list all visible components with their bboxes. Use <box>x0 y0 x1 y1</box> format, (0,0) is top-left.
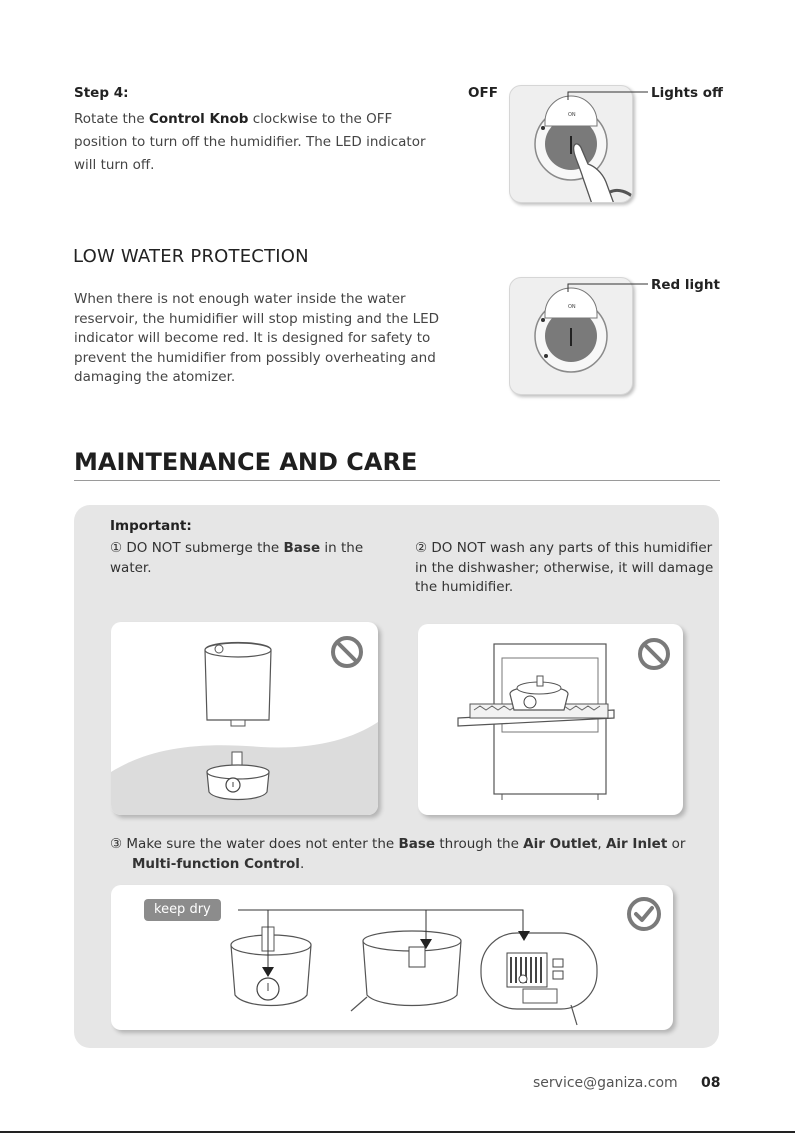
step-4-text-end: clockwise to the OFF position to turn off the humidifier. The LED indicator will turn off. <box>74 111 426 173</box>
red-light-label: Red light <box>651 277 720 293</box>
prohibit-icon <box>330 635 364 669</box>
control-knob-term: Control Knob <box>148 111 249 127</box>
lights-off-leader-line <box>560 86 652 106</box>
warning-item-1 <box>110 539 400 578</box>
base-term: Base <box>398 836 436 852</box>
warning-3-text-mid: through the <box>435 836 524 852</box>
svg-text:ON: ON <box>568 304 576 310</box>
section-divider <box>74 480 720 481</box>
low-water-protection-heading: LOW WATER PROTECTION <box>73 246 309 267</box>
do-not-submerge-illustration <box>111 622 378 815</box>
step-4-text: Rotate the <box>74 111 149 127</box>
service-email: service@ganiza.com <box>533 1075 678 1091</box>
step-4-instructions <box>74 108 449 177</box>
page-bottom-border <box>0 1131 795 1133</box>
warning-3-comma: , <box>597 836 606 852</box>
prohibit-icon <box>637 637 671 671</box>
warning-item-3 <box>110 835 710 874</box>
maintenance-and-care-heading: MAINTENANCE AND CARE <box>74 448 418 476</box>
step-4-title: Step 4: <box>74 85 129 101</box>
red-light-leader-line <box>560 278 652 298</box>
warning-3-text: ③ Make sure the water does not enter the <box>110 836 399 852</box>
base-term: Base <box>283 540 321 556</box>
air-inlet-term: Air Inlet <box>605 836 668 852</box>
page-number: 08 <box>701 1075 721 1091</box>
warning-1-text: ① DO NOT submerge the <box>110 540 284 556</box>
warning-1-text-end: in the water. <box>110 540 364 576</box>
check-circle-icon <box>626 896 662 932</box>
warning-item-2: ② DO NOT wash any parts of this humidifier in the dishwasher; otherwise, it will damage the humidifier. <box>415 540 714 595</box>
lights-off-label: Lights off <box>651 85 723 101</box>
low-water-protection-text: When there is not enough water inside the water reservoir, the humidifier will stop misting and the LED indicator will become red. It is designed for safety to prevent the humidifier from possibly overheating and damaging the atomizer. <box>74 291 440 385</box>
do-not-dishwasher-illustration <box>418 624 683 815</box>
air-outlet-term: Air Outlet <box>523 836 598 852</box>
warning-3-period: . <box>299 855 305 872</box>
off-label: OFF <box>468 85 498 101</box>
svg-text:ON: ON <box>568 112 576 118</box>
important-title: Important: <box>110 518 192 534</box>
keep-dry-tag: keep dry <box>144 899 221 921</box>
warning-3-or: or <box>667 836 686 852</box>
multi-function-control-term: Multi-function Control <box>132 855 300 872</box>
